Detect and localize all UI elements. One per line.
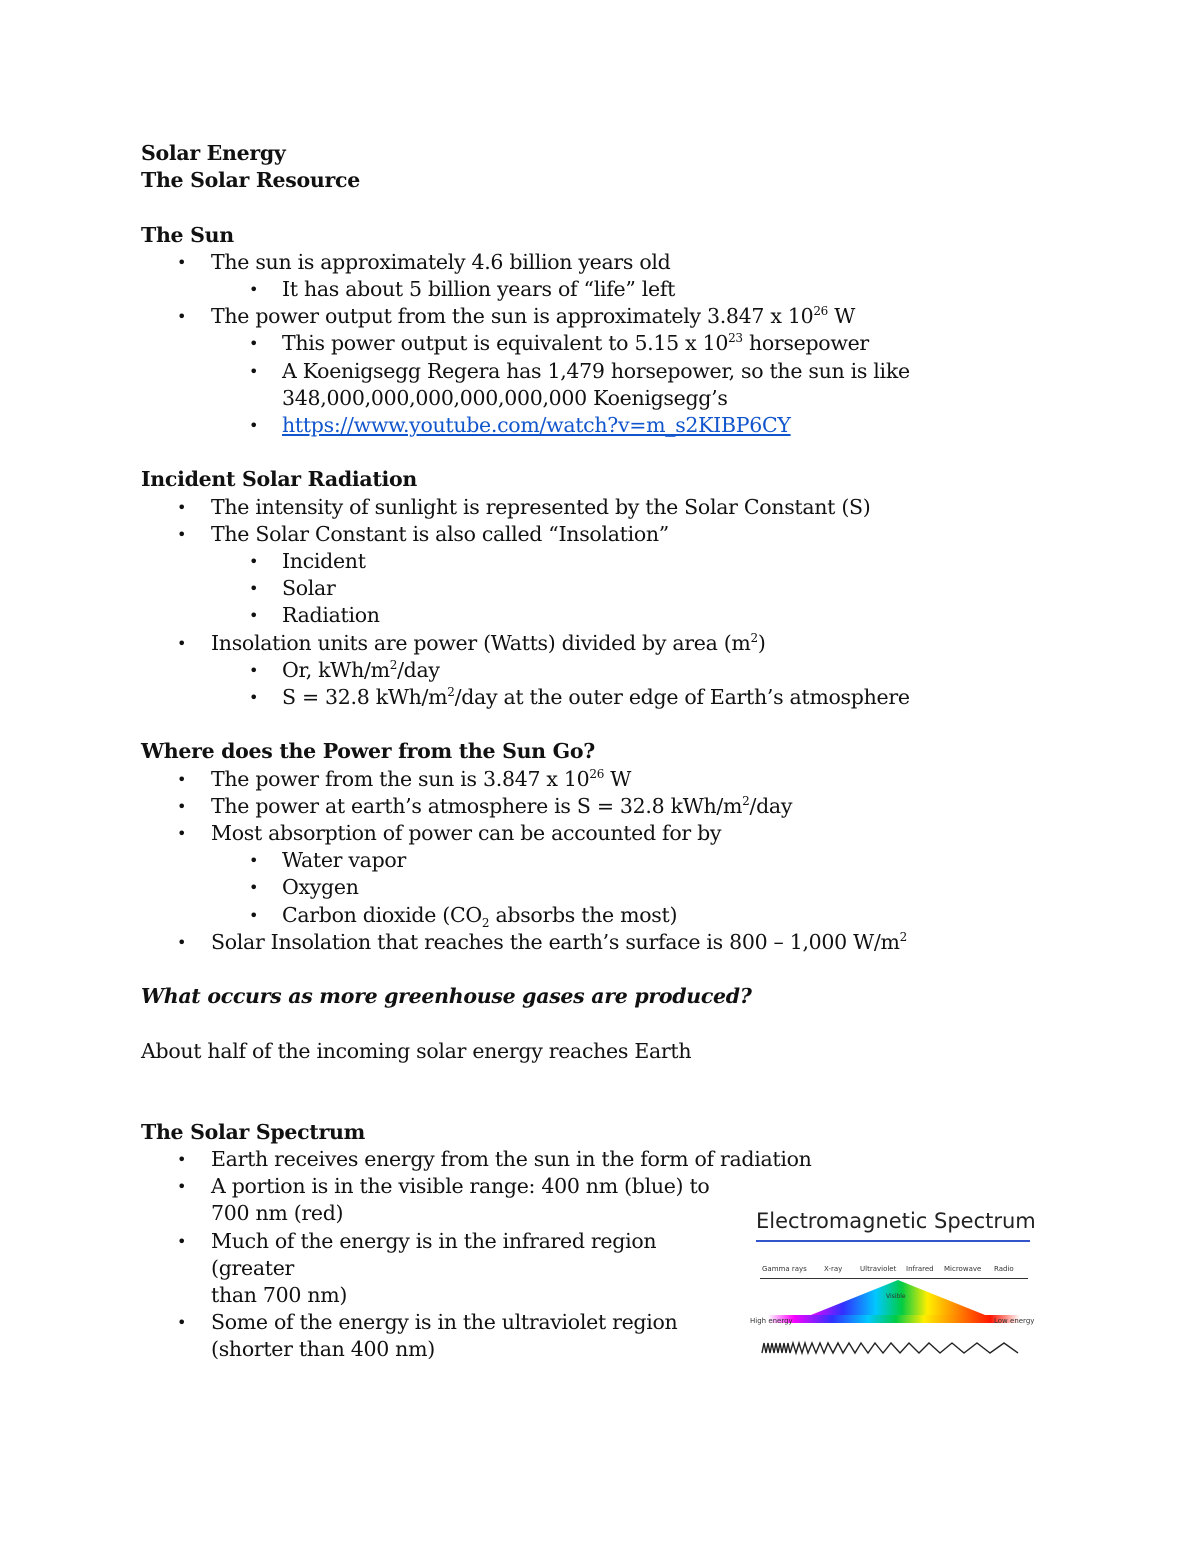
list-item: • A Koenigsegg Regera has 1,479 horsepower, so the sun is like 348,000,000,000,000,000,000 Koenigsegg’s [141, 358, 1081, 412]
list-item: • Incident [141, 548, 1081, 575]
band-label: Ultraviolet [860, 1265, 897, 1273]
list-item: • Some of the energy is in the ultraviolet region (shorter than 400 nm) [141, 1309, 721, 1363]
list-item: • The power from the sun is 3.847 x $10^{26}$ W [141, 766, 1081, 793]
list-item: • This power output is equivalent to 5.15 x $10^{23}$ horsepower [141, 330, 1081, 357]
list-item: • S = 32.8 kWh/$m^2$/day at the outer edge of Earth’s atmosphere [141, 684, 1081, 711]
band-label: Microwave [944, 1265, 982, 1273]
band-label: Radio [994, 1265, 1014, 1273]
list-item: • Or, kWh/$m^2$/day [141, 657, 1081, 684]
visible-label: Visible [886, 1293, 906, 1300]
list-item: • The Solar Constant is also called “Insolation” [141, 521, 1081, 548]
list-item: • Water vapor [141, 847, 1081, 874]
spectrum-bar [792, 1315, 992, 1323]
list-item: • Earth receives energy from the sun in the form of radiation [141, 1146, 1111, 1173]
list-item: • Oxygen [141, 874, 1081, 901]
doc-subtitle: The Solar Resource [141, 168, 360, 193]
list-item: • The power at earth’s atmosphere is S = 32.8 kWh/$m^2$/day [141, 793, 1081, 820]
list-item: • Much of the energy is in the infrared region (greater than 700 nm) [141, 1228, 721, 1310]
sun-list [141, 249, 1081, 439]
incident-list [141, 494, 1081, 712]
spectrum-graphic [748, 1205, 1048, 1365]
figure-title: Electromagnetic Spectrum [756, 1209, 1036, 1233]
wave-line [762, 1343, 1018, 1353]
list-item: • It has about 5 billion years of “life” left [141, 276, 1081, 303]
band-label: Infrared [906, 1265, 934, 1273]
list-item: • Carbon dioxide ($CO_2$ absorbs the most) [141, 902, 1081, 929]
list-item: • The intensity of sunlight is represented by the Solar Constant (S) [141, 494, 1081, 521]
em-spectrum-figure [748, 1205, 1048, 1365]
section-heading-spectrum: The Solar Spectrum [141, 1119, 365, 1144]
band-label: Gamma rays [762, 1265, 807, 1273]
list-item: • Insolation units are power (Watts) divided by area $(m^2)$ [141, 630, 1081, 657]
list-item [141, 412, 1081, 439]
list-item: • The power output from the sun is approximately 3.847 x $10^{26}$ W [141, 303, 1081, 330]
section-heading-where: Where does the Power from the Sun Go? [141, 739, 595, 764]
where-list [141, 766, 1081, 956]
answer-text: About half of the incoming solar energy reaches Earth [141, 1038, 692, 1063]
low-energy-label: Low energy [994, 1317, 1035, 1325]
list-item: • Solar Insolation that reaches the earth’s surface is 800 – 1,000 $W/m^2$ [141, 929, 1081, 956]
high-energy-label: High energy [750, 1317, 793, 1325]
youtube-link[interactable]: https://www.youtube.com/watch?v=m_s2KIBP6CY [282, 413, 791, 438]
doc-title: Solar Energy [141, 141, 286, 165]
document-page [141, 140, 1081, 1364]
list-item: • Solar [141, 575, 1081, 602]
section-heading-incident: Incident Solar Radiation [141, 467, 417, 492]
band-label: X-ray [824, 1265, 843, 1273]
list-item: • Radiation [141, 602, 1081, 629]
list-item: • Most absorption of power can be accounted for by [141, 820, 1081, 847]
list-item: • The sun is approximately 4.6 billion years old [141, 249, 1081, 276]
section-heading-sun: The Sun [141, 222, 234, 247]
question-text: What occurs as more greenhouse gases are produced? [141, 984, 752, 1009]
list-item: • A portion is in the visible range: 400 nm (blue) to 700 nm (red) [141, 1173, 721, 1227]
